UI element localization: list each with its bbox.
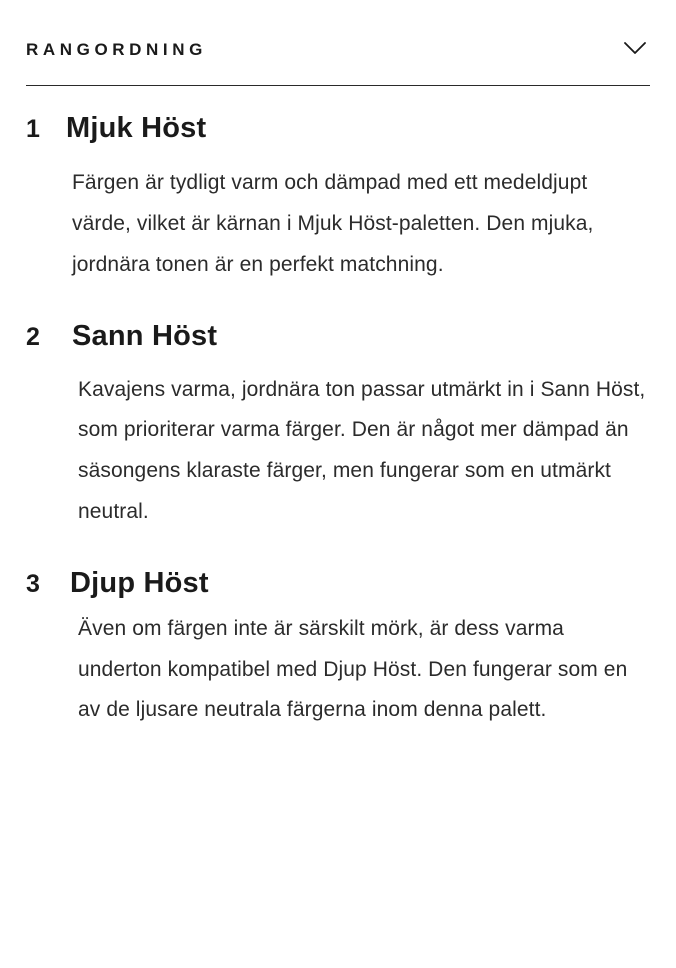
rank-number: 3 <box>26 570 40 599</box>
rank-name: Djup Höst <box>70 567 209 600</box>
ranking-heading <box>26 112 650 145</box>
rank-name: Sann Höst <box>72 320 218 353</box>
rank-number: 1 <box>26 115 40 143</box>
list-item <box>26 320 650 533</box>
rank-name: Mjuk Höst <box>66 112 207 144</box>
rank-description: Även om färgen inte är särskilt mörk, är dess varma underton kompatibel med Djup Höst. Den fungerar som en av de ljusare neutrala färgerna inom denna palett. <box>78 616 628 722</box>
chevron-down-icon <box>624 42 646 55</box>
collapse-section-button[interactable] <box>620 28 650 58</box>
rank-description: Färgen är tydligt varm och dämpad med ett medeldjupt värde, vilket är kärnan i Mjuk Höst-paletten. Den mjuka, jordnära tonen är en perfekt matchning. <box>72 171 594 277</box>
ranking-heading <box>26 320 650 353</box>
ranking-list <box>26 86 650 731</box>
rank-description: Kavajens varma, jordnära ton passar utmärkt in i Sann Höst, som prioriterar varma färger. Den är något mer dämpad än säsongens klaraste färger, men fungerar som en utmärkt neutral. <box>78 377 646 524</box>
ranking-heading <box>26 567 650 600</box>
page-title: RANGORDNING <box>26 40 207 59</box>
rank-number: 2 <box>26 323 40 352</box>
list-item <box>26 112 650 286</box>
section-header[interactable] <box>26 0 650 86</box>
list-item <box>26 567 650 731</box>
